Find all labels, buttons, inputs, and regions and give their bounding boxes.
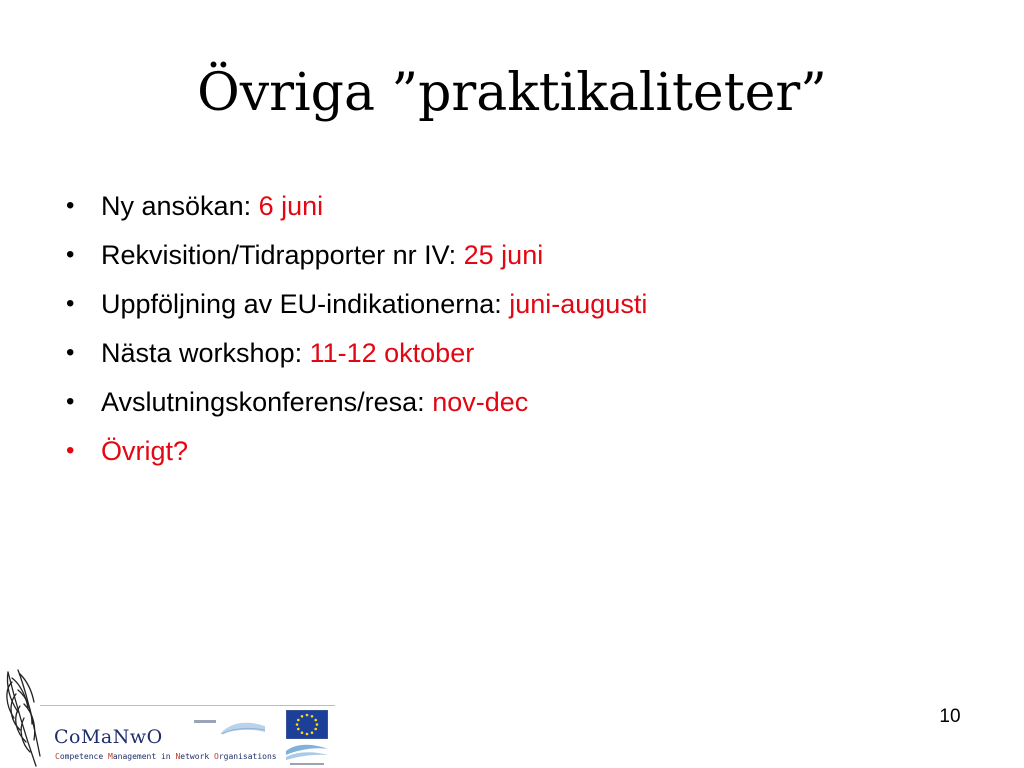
bullet-item	[60, 186, 960, 235]
bullet-item	[60, 382, 960, 431]
page-number: 10	[939, 706, 961, 727]
bullet-label: Ny ansökan:	[101, 191, 259, 221]
bullet-label: Nästa workshop:	[101, 338, 310, 368]
brand-name: CoMaNwO	[54, 726, 163, 748]
bullet-dot: •	[66, 339, 75, 366]
bullet-dot: •	[66, 437, 75, 464]
hogskolan-vast-logo	[282, 741, 332, 768]
subtitle-initial: C	[55, 752, 60, 761]
subtitle-text: rganisations	[218, 752, 277, 761]
bullet-value: nov-dec	[432, 387, 529, 417]
subtitle-initial: O	[214, 752, 219, 761]
bullet-value: juni-augusti	[509, 289, 648, 319]
bullet-dot: •	[66, 241, 75, 268]
subtitle-text: ompetence	[59, 752, 108, 761]
bullet-label: Uppföljning av EU-indikationerna:	[101, 289, 510, 319]
networking-logo	[192, 716, 267, 738]
bullet-list	[60, 186, 960, 480]
bullet-item	[60, 284, 960, 333]
bullet-label: Avslutningskonferens/resa:	[101, 387, 433, 417]
bullet-dot: •	[66, 290, 75, 317]
bullet-value: 11-12 oktober	[309, 338, 475, 368]
subtitle-initial: M	[108, 752, 113, 761]
slide-title: Övriga ”praktikaliteter”	[197, 63, 827, 123]
bullet-label: Rekvisition/Tidrapporter nr IV:	[101, 240, 464, 270]
feather-logo	[0, 666, 60, 768]
brand-subtitle	[55, 752, 277, 761]
subtitle-initial: N	[175, 752, 181, 761]
subtitle-text: anagement in	[112, 752, 176, 761]
bullet-value: 25 juni	[463, 240, 544, 270]
bullet-dot: •	[66, 192, 75, 219]
bullet-value: 6 juni	[258, 191, 324, 221]
bullet-item	[60, 431, 960, 480]
bullet-value: Övrigt?	[101, 436, 189, 466]
bullet-item	[60, 235, 960, 284]
bullet-item	[60, 333, 960, 382]
bullet-dot: •	[66, 388, 75, 415]
footer-divider	[40, 705, 335, 706]
subtitle-text: etwork	[180, 752, 214, 761]
eu-flag-logo	[286, 710, 328, 739]
